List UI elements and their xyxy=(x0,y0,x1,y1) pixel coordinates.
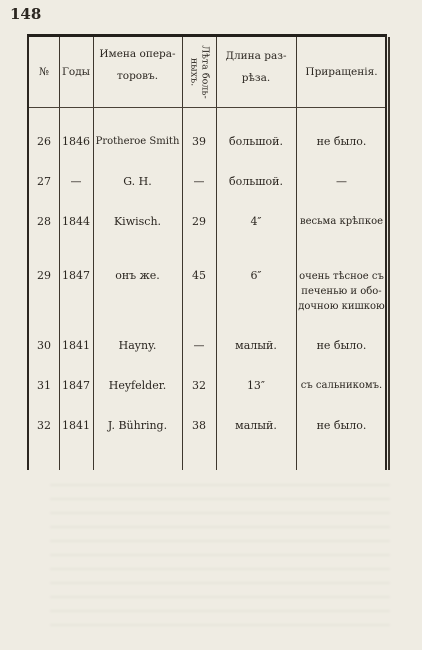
row-27-year: — xyxy=(70,175,82,188)
row-32-adhesion: не было. xyxy=(316,419,367,432)
row-30-age: — xyxy=(193,339,205,352)
header-age xyxy=(182,37,216,107)
row-26-num: 26 xyxy=(37,135,51,148)
row-32-length: малый. xyxy=(235,419,277,432)
row-31-operator: Heyfelder. xyxy=(108,379,167,392)
row-30-year: 1841 xyxy=(62,339,90,352)
row-29-year: 1847 xyxy=(62,269,90,282)
column-divider xyxy=(216,37,217,470)
header-rule xyxy=(29,107,385,108)
row-26-length: большой. xyxy=(229,135,283,148)
row-27-adhesion: — xyxy=(336,175,347,188)
row-29-adhesion-line-1: очень тѣсное съ xyxy=(299,271,384,282)
operations-table xyxy=(27,34,387,470)
row-30-adhesion: не было. xyxy=(316,339,367,352)
row-28-operator: Kiwisch. xyxy=(113,215,162,228)
row-28-year: 1844 xyxy=(62,215,90,228)
row-31-age: 32 xyxy=(192,379,206,392)
row-29-operator: онъ же. xyxy=(115,269,160,282)
row-32-year: 1841 xyxy=(62,419,90,432)
row-30-length: малый. xyxy=(235,339,277,352)
row-28-num: 28 xyxy=(37,215,51,228)
header-operator xyxy=(93,47,182,83)
row-27-age: — xyxy=(193,175,205,188)
header-age-line-1: Лѣта боль- xyxy=(199,45,211,99)
bleed-through-text xyxy=(50,484,390,634)
row-27-num: 27 xyxy=(37,175,51,188)
page-number: 148 xyxy=(10,5,42,23)
row-32-operator: J. Bühring. xyxy=(107,419,168,432)
row-30-num: 30 xyxy=(37,339,51,352)
row-31-adhesion: съ сальникомъ. xyxy=(300,380,383,391)
row-27-length: большой. xyxy=(229,175,283,188)
header-operator-line-2: торовъ. xyxy=(116,70,159,83)
header-adhesion: Приращенія. xyxy=(305,66,378,78)
row-28-age: 29 xyxy=(192,215,206,228)
header-length-line-2: рѣза. xyxy=(241,72,271,85)
row-27-operator: G. H. xyxy=(123,175,152,188)
row-31-num: 31 xyxy=(37,379,51,392)
row-31-year: 1847 xyxy=(62,379,90,392)
row-29-adhesion-line-3: дочною кишкою xyxy=(298,301,385,312)
row-29-age: 45 xyxy=(192,269,206,282)
row-26-adhesion: не было. xyxy=(316,135,367,148)
row-30-operator: Hayny. xyxy=(118,339,157,352)
column-divider xyxy=(296,37,297,470)
header-operator-line-1: Имена опера- xyxy=(99,48,176,60)
row-29-length: 6″ xyxy=(250,269,262,282)
column-divider xyxy=(59,37,60,470)
row-29-adhesion xyxy=(296,269,387,314)
row-28-length: 4″ xyxy=(250,215,262,228)
header-length-line-1: Длина раз- xyxy=(225,50,287,62)
row-31-length: 13″ xyxy=(246,379,266,392)
row-26-operator: Protheroe Smith xyxy=(95,136,180,147)
row-32-age: 38 xyxy=(192,419,206,432)
header-num: № xyxy=(39,66,49,78)
column-divider xyxy=(93,37,94,470)
header-year: Годы xyxy=(61,66,91,78)
row-29-adhesion-line-2: печенью и обо- xyxy=(301,286,382,297)
header-length xyxy=(216,49,296,85)
row-32-num: 32 xyxy=(37,419,51,432)
row-28-adhesion: весьма крѣпкое xyxy=(299,216,384,227)
row-26-age: 39 xyxy=(192,135,206,148)
header-age-line-2: ныхъ. xyxy=(188,57,199,87)
row-26-year: 1846 xyxy=(62,135,90,148)
row-29-num: 29 xyxy=(37,269,51,282)
